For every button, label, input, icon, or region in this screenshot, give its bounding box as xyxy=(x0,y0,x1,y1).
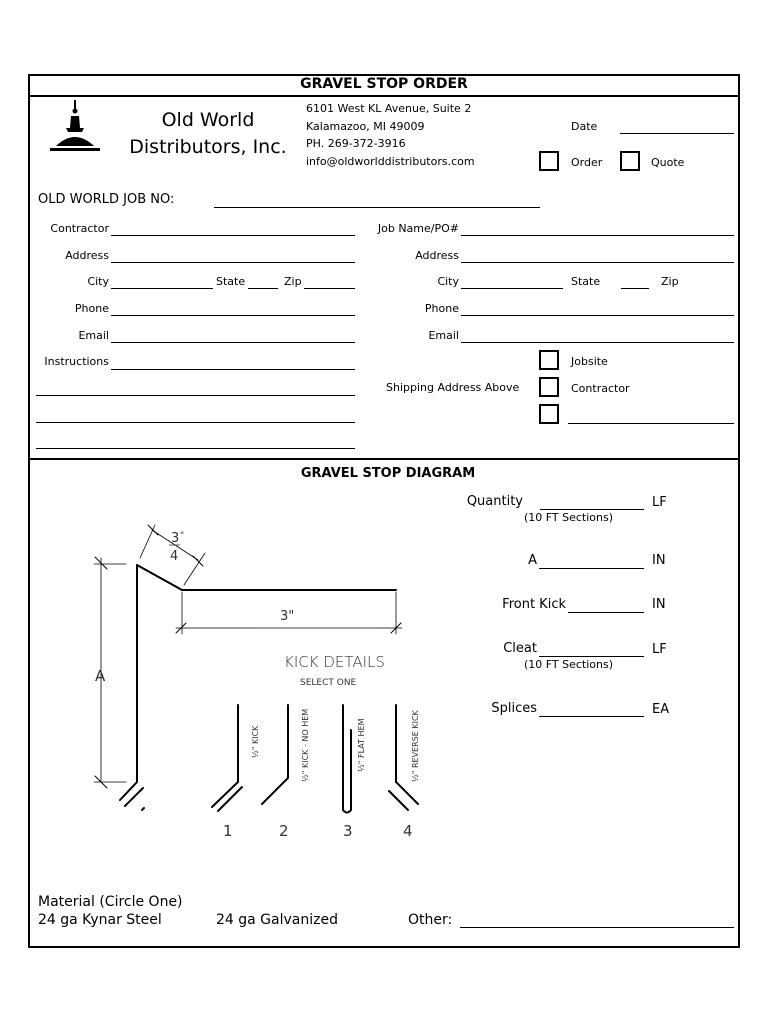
email-field-left[interactable] xyxy=(111,342,355,343)
address-label-left: Address xyxy=(65,249,109,262)
zip-field-left[interactable] xyxy=(304,288,355,289)
cleat-label: Cleat xyxy=(503,641,537,656)
quote-checkbox[interactable] xyxy=(620,151,640,171)
material-other-label: Other: xyxy=(408,912,453,928)
dim-a: A xyxy=(95,667,106,685)
contractor-field[interactable] xyxy=(111,235,355,236)
splices-field[interactable] xyxy=(539,716,644,717)
company-name-line1: Old World xyxy=(161,109,255,131)
kick-details-title: KICK DETAILS xyxy=(284,653,385,671)
other-ship-field[interactable] xyxy=(568,423,734,424)
section-divider xyxy=(28,458,740,460)
city-label-right: City xyxy=(437,275,459,288)
company-address2: Kalamazoo, MI 49009 xyxy=(306,120,425,133)
material-label: Material (Circle One) xyxy=(38,894,183,910)
quote-label: Quote xyxy=(651,156,685,169)
contractor-label: Contractor xyxy=(50,222,109,235)
gravel-stop-drawing xyxy=(80,520,440,850)
state-label-right: State xyxy=(571,275,601,288)
jobsite-checkbox[interactable] xyxy=(539,350,559,370)
material-other-field[interactable] xyxy=(460,927,734,928)
state-field-right[interactable] xyxy=(621,288,649,289)
kick-num-4: 4 xyxy=(403,822,413,840)
frontkick-field[interactable] xyxy=(568,612,644,613)
jobname-label: Job Name/PO# xyxy=(377,222,459,235)
jobsite-label: Jobsite xyxy=(571,355,608,368)
order-checkbox[interactable] xyxy=(539,151,559,171)
form-title: GRAVEL STOP ORDER xyxy=(300,76,468,92)
kick4-label: ½" REVERSE KICK xyxy=(411,710,420,782)
instructions-field-2[interactable] xyxy=(36,395,355,396)
kick-details-sub: SELECT ONE xyxy=(300,678,357,688)
a-unit: IN xyxy=(652,553,666,568)
city-label-left: City xyxy=(87,275,109,288)
title-divider xyxy=(28,95,740,97)
contractor-checkbox[interactable] xyxy=(539,377,559,397)
cleat-field[interactable] xyxy=(539,656,644,657)
frontkick-label: Front Kick xyxy=(502,597,566,612)
phone-field-right[interactable] xyxy=(461,315,734,316)
address-field-left[interactable] xyxy=(111,262,355,263)
splices-unit: EA xyxy=(652,702,670,717)
job-no-field[interactable] xyxy=(214,207,540,208)
instructions-label: Instructions xyxy=(44,355,109,368)
state-field-left[interactable] xyxy=(248,288,278,289)
city-field-left[interactable] xyxy=(111,288,213,289)
diagram-title: GRAVEL STOP DIAGRAM xyxy=(300,466,476,481)
zip-label-left: Zip xyxy=(284,275,302,288)
phone-label-left: Phone xyxy=(74,302,109,315)
phone-label-right: Phone xyxy=(424,302,459,315)
jobname-field[interactable] xyxy=(461,235,734,236)
quantity-label: Quantity xyxy=(466,494,523,509)
address-field-right[interactable] xyxy=(461,262,734,263)
a-field[interactable] xyxy=(539,568,644,569)
state-label-left: State xyxy=(216,275,246,288)
city-field-right[interactable] xyxy=(461,288,563,289)
company-email: info@oldworlddistributors.com xyxy=(306,155,475,168)
cleat-unit: LF xyxy=(652,642,667,657)
instructions-field-3[interactable] xyxy=(36,422,355,423)
logo-icon xyxy=(46,98,104,156)
date-label: Date xyxy=(571,120,598,133)
instructions-field-1[interactable] xyxy=(111,369,355,370)
email-label-left: Email xyxy=(78,329,109,342)
cleat-note: (10 FT Sections) xyxy=(524,658,614,671)
contractor-ship-label: Contractor xyxy=(571,382,630,395)
kick-num-1: 1 xyxy=(223,822,233,840)
kick-num-2: 2 xyxy=(279,822,289,840)
company-phone: PH. 269-372-3916 xyxy=(306,137,406,150)
instructions-field-4[interactable] xyxy=(36,448,355,449)
dim-three-quarter-inch: " xyxy=(180,531,185,541)
zip-label-right: Zip xyxy=(661,275,679,288)
dim-three-inch: 3" xyxy=(280,609,295,624)
kick2-label: ½" KICK - NO HEM xyxy=(301,708,310,782)
kick-num-3: 3 xyxy=(343,822,353,840)
email-field-right[interactable] xyxy=(461,342,734,343)
a-label: A xyxy=(528,553,537,568)
quantity-field[interactable] xyxy=(540,509,644,510)
job-no-label: OLD WORLD JOB NO: xyxy=(38,192,175,207)
kick3-label: ½" FLAT HEM xyxy=(357,718,366,772)
splices-label: Splices xyxy=(491,701,537,716)
quantity-unit: LF xyxy=(652,495,667,510)
material-kynar[interactable]: 24 ga Kynar Steel xyxy=(38,912,162,928)
quantity-note: (10 FT Sections) xyxy=(524,511,614,524)
shipping-label: Shipping Address Above xyxy=(386,381,520,394)
phone-field-left[interactable] xyxy=(111,315,355,316)
dim-three-quarter-num: 3 xyxy=(171,531,180,546)
kick1-label: ½" KICK xyxy=(251,725,260,758)
order-label: Order xyxy=(571,156,603,169)
date-field[interactable] xyxy=(620,133,734,134)
dim-three-quarter-den: 4 xyxy=(170,549,179,564)
frontkick-unit: IN xyxy=(652,597,666,612)
company-name-line2: Distributors, Inc. xyxy=(129,136,287,158)
material-galvanized[interactable]: 24 ga Galvanized xyxy=(216,912,338,928)
company-address1: 6101 West KL Avenue, Suite 2 xyxy=(306,102,472,115)
address-label-right: Address xyxy=(415,249,459,262)
other-ship-checkbox[interactable] xyxy=(539,404,559,424)
email-label-right: Email xyxy=(428,329,459,342)
